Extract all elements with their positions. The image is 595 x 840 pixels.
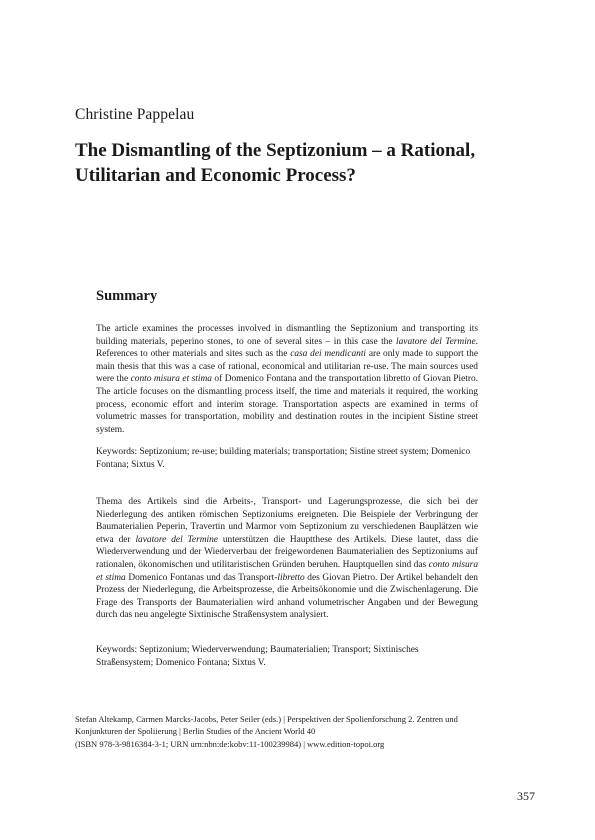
footer-citation: Stefan Altekamp, Carmen Marcks-Jacobs, Peter Seiler (eds.) | Perspektiven der Spolienforschung 2. Zentren und Konjunkturen der Spoliierung | Berlin Studies of the Ancient World 40 bbox=[75, 714, 458, 737]
abstract-english bbox=[96, 323, 478, 436]
abstract-text: are only made to support the main thesis that this was a case of rational, economical and utilitarian re-use. The main sources used were the bbox=[96, 349, 478, 385]
footer-isbn-url: (ISBN 978-3-9816384-3-1; URN urn:nbn:de:kobv:11-100239984) | www.edition-topoi.org bbox=[75, 738, 385, 749]
abstract-text: Domenico Fontanas und das Transport- bbox=[125, 572, 278, 583]
italic-term: libretto bbox=[277, 572, 305, 583]
abstract-text: . References to other materials and sites such as the bbox=[96, 336, 479, 360]
italic-term: conto misura et stima bbox=[130, 374, 212, 385]
abstract-text: of Domenico Fontana and the transportation libretto of Giovan Pietro. The article focuses on the dismantling process itself, the time and materials it required, the working process, economic effort and interim storage. Transportation aspects are examined in terms of volumetric masses for transportation, mobility and destination routes in the incipient Sistine street system. bbox=[96, 374, 478, 435]
italic-term: lavatore del Termine bbox=[135, 534, 218, 545]
keywords-german: Keywords: Septizonium; Wiederverwendung; Baumaterialien; Transport; Sixtinisches Straßensystem; Domenico Fontana; Sixtus V. bbox=[96, 645, 419, 668]
page-number: 357 bbox=[517, 789, 535, 803]
keywords-english: Keywords: Septizonium; re-use; building materials; transportation; Sistine street system; Domenico Fontana; Sixtus V. bbox=[96, 447, 471, 470]
abstract-text: The article examines the processes involved in dismantling the Septizonium and transporting its building materials, peperino stones, to one of several sites – in this case the bbox=[96, 324, 478, 347]
author-name: Christine Pappelau bbox=[75, 106, 195, 123]
article-title: The Dismantling of the Septizonium – a Rational, Utilitarian and Economic Process? bbox=[75, 140, 476, 186]
publication-footer bbox=[75, 713, 480, 750]
abstract-text: unterstützen die Hauptthese des Artikels. Diese lautet, dass die Wiederverwendung und der Wiederverbau der freigewordenen Baumaterialien des Septizoniums auf rationalen, ökonomischen und utilitaristischen Gründen beruhen. Hauptquellen sind das bbox=[96, 534, 478, 570]
abstract-text: des Giovan Pietro. Der Artikel behandelt den Prozess der Niederlegung, die Arbeitsprozesse, die Arbeitsökonomie und die Zwischenlagerung. Die Frage des Transports der Baumaterialien wird anhand volumetrischer Angaben und der Bewegung durch das neu angelegte Sixtinische Straßensystem analysiert. bbox=[96, 572, 478, 621]
abstract-text: Thema des Artikels sind die Arbeits-, Transport- und Lagerungsprozesse, die sich bei der Niederlegung des antiken römischen Septizoniums ereigneten. Die Beispiele der Verbringung der Baumaterialien Peperin, Travertin und Marmor vom Septizonium zu verschiedenen Bauplätzen wie etwa der bbox=[96, 497, 478, 545]
summary-heading: Summary bbox=[96, 288, 158, 304]
abstract-german bbox=[96, 496, 478, 622]
italic-term: conto misura et stima bbox=[96, 559, 479, 583]
italic-term: casa dei mendicanti bbox=[290, 349, 367, 360]
italic-term: lavatore del Termine bbox=[396, 336, 476, 347]
